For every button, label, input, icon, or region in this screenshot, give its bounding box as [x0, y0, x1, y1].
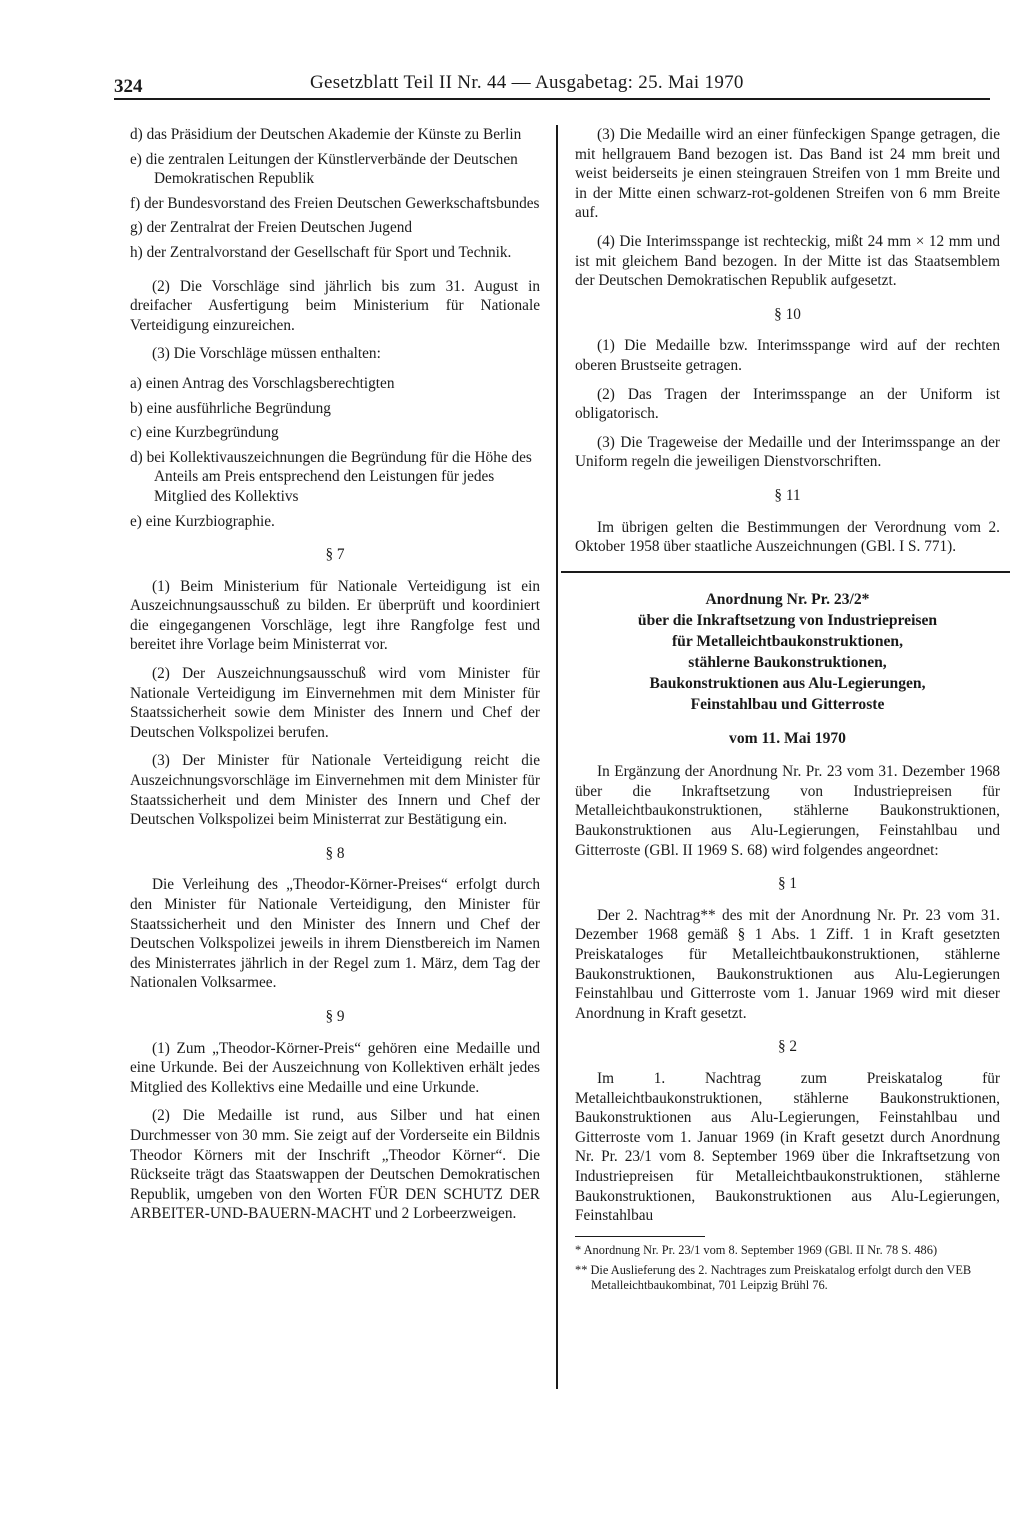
page-title: Gesetzblatt Teil II Nr. 44 — Ausgabetag: 25. Mai 1970	[310, 72, 744, 93]
list-item: f) der Bundesvorstand des Freien Deutschen Gewerkschaftsbundes	[130, 194, 540, 212]
list-item: d) bei Kollektivauszeichnungen die Begründung für die Höhe des Anteils am Preis entsprechend den Leistungen für jedes Mitglied des Kollektivs	[130, 448, 532, 505]
decree-title: Baukonstruktionen aus Alu-Legierungen,	[649, 674, 926, 692]
section-heading: § 8	[325, 844, 345, 862]
paragraph: (2) Die Vorschläge sind jährlich bis zum 31. August in dreifacher Ausfertigung beim Ministerium für Nationale Verteidigung einzureichen.	[130, 277, 540, 334]
paragraph: (2) Die Medaille ist rund, aus Silber und hat einen Durchmesser von 30 mm. Sie zeigt auf der Vorderseite ein Bildnis Theodor Körners mit der Inschrift „Theodor Körner“. Die Rückseite trägt das Staatswappen der Deutschen Demokratischen Republik, umgeben von den Worten FÜR DEN SCHUTZ DER ARBEITER-UND-BAUERN-MACHT und 2 Lorbeerzweigen.	[130, 1107, 540, 1223]
section-heading: § 1	[777, 875, 798, 893]
decree-title: über die Inkraftsetzung von Industriepreisen	[637, 611, 938, 629]
decree-title: Anordnung Nr. Pr. 23/2*	[705, 590, 870, 608]
list-item: e) die zentralen Leitungen der Künstlerverbände der Deutschen Demokratischen Republik	[130, 150, 518, 188]
paragraph: Die Verleihung des „Theodor-Körner-Preises“ erfolgt durch den Minister für Nationale Verteidigung, den Minister für Staatssicherheit und den Minister des Innern und Chef der Deutschen Volkspolizei jeweils in ihrem Dienstbereich im Namen des Ministerrates jährlich in der Regel zum 1. März, dem Tag der Nationalen Volksarmee.	[130, 876, 540, 992]
decree-title: stählerne Baukonstruktionen,	[688, 653, 887, 671]
paragraph: (3) Die Trageweise der Medaille und der Interimsspange an der Uniform regeln die jeweiligen Dienstvorschriften.	[575, 433, 1000, 471]
page-number: 324	[114, 76, 143, 97]
left-column	[130, 125, 540, 1233]
list-item: c) eine Kurzbegründung	[130, 424, 279, 442]
paragraph: (1) Zum „Theodor-Körner-Preis“ gehören eine Medaille und eine Urkunde. Bei der Auszeichnung von Kollektiven erhält jedes Mitglied des Kollektivs eine Medaille und eine Urkunde.	[130, 1039, 540, 1096]
paragraph: (3) Die Medaille wird an einer fünfeckigen Spange getragen, die mit hellgrauem Band bezogen ist. Das Band ist 24 mm breit und weist beiderseits je einen steingrauen Streifen von 1 mm Breite und in der Mitte einen schwarz-rot-goldenen Streifen von 6 mm Breite auf.	[575, 126, 1000, 222]
section-heading: § 11	[774, 486, 801, 504]
decree-date: vom 11. Mai 1970	[729, 729, 846, 747]
section-heading: § 7	[325, 546, 345, 564]
right-column	[575, 125, 1000, 1298]
section-rule	[561, 571, 1010, 573]
page-header	[114, 72, 990, 100]
paragraph: Der 2. Nachtrag** des mit der Anordnung Nr. Pr. 23 vom 31. Dezember 1968 gemäß § 1 Abs. 1 Ziff. 1 in Kraft gesetzten Preiskataloges für Metalleichtbaukonstruktionen, stählerne Baukonstruktionen, Baukonstruktionen aus Alu-Legierungen Feinstahlbau und Gitterroste vom 1. Januar 1969 wird mit dieser Anordnung in Kraft gesetzt.	[575, 906, 1000, 1022]
paragraph: Im übrigen gelten die Bestimmungen der Verordnung vom 2. Oktober 1958 über staatliche Auszeichnungen (GBl. I S. 771).	[575, 518, 1000, 556]
list-item: b) eine ausführliche Begründung	[130, 399, 331, 417]
column-divider	[556, 125, 558, 1389]
list-item: a) einen Antrag des Vorschlagsberechtigten	[130, 374, 395, 392]
paragraph: (2) Das Tragen der Interimsspange an der Uniform ist obligatorisch.	[575, 385, 1000, 423]
footnote: ** Die Auslieferung des 2. Nachtrages zum Preiskatalog erfolgt durch den VEB Metalleichtbaukombinat, 701 Leipzig Brühl 76.	[575, 1262, 972, 1292]
section-heading: § 10	[774, 305, 801, 323]
footnote-rule	[575, 1236, 705, 1237]
decree-title: Feinstahlbau und Gitterroste	[690, 695, 885, 713]
footnote: * Anordnung Nr. Pr. 23/1 vom 8. September 1969 (GBl. II Nr. 78 S. 486)	[575, 1242, 938, 1257]
decree-title: für Metalleichtbaukonstruktionen,	[671, 632, 904, 650]
list-item: h) der Zentralvorstand der Gesellschaft für Sport und Technik.	[130, 243, 512, 261]
list-item: d) das Präsidium der Deutschen Akademie der Künste zu Berlin	[130, 126, 522, 143]
paragraph: (3) Die Vorschläge müssen enthalten:	[152, 345, 381, 363]
section-heading: § 9	[325, 1007, 345, 1025]
list-item: e) eine Kurzbiographie.	[130, 512, 275, 530]
paragraph: In Ergänzung der Anordnung Nr. Pr. 23 vom 31. Dezember 1968 über die Inkraftsetzung von Industriepreisen für Metalleichtbaukonstruktionen, stählerne Baukonstruktionen, Baukonstruktionen aus Alu-Legierungen, Feinstahlbau und Gitterroste (GBl. II 1969 S. 68) wird folgendes angeordnet:	[575, 763, 1000, 859]
paragraph: (1) Beim Ministerium für Nationale Verteidigung ist ein Auszeichnungsausschuß zu bilden. Er überprüft und koordiniert die eingegangenen Vorschläge, legt ihre Rangfolge fest und bereitet ihre Vorlage beim Ministerrat vor.	[130, 577, 540, 654]
paragraph: (3) Der Minister für Nationale Verteidigung reicht die Auszeichnungsvorschläge im Einvernehmen mit dem Minister für Staatssicherheit und dem Minister des Innern und Chef der Deutschen Volkspolizei beim Ministerrat zur Bestätigung ein.	[130, 752, 540, 829]
list-item: g) der Zentralrat der Freien Deutschen Jugend	[130, 219, 413, 237]
section-heading: § 2	[777, 1038, 798, 1056]
paragraph: (4) Die Interimsspange ist rechteckig, mißt 24 mm × 12 mm und ist mit gleichem Band bezogen. In der Mitte ist das Staatsemblem der Deutschen Demokratischen Republik aufgesetzt.	[575, 232, 1000, 290]
paragraph: (2) Der Auszeichnungsausschuß wird vom Minister für Nationale Verteidigung im Einvernehmen mit dem Minister für Staatssicherheit sowie dem Minister des Innern und Chef der Deutschen Volkspolizei berufen.	[130, 665, 540, 741]
paragraph: (1) Die Medaille bzw. Interimsspange wird auf der rechten oberen Brustseite getragen.	[575, 337, 1000, 374]
paragraph: Im 1. Nachtrag zum Preiskatalog für Metalleichtbaukonstruktionen, stählerne Baukonstruktionen, Baukonstruktionen aus Alu-Legierungen, Feinstahlbau und Gitterroste vom 1. Januar 1969 (in Kraft gesetzt durch Anordnung Nr. Pr. 23/1 vom 8. September 1969 über die Inkraftsetzung von Industriepreisen für Metalleichtbaukonstruktionen, stählerne Baukonstruktionen, Baukonstruktionen aus Alu-Legierungen, Feinstahlbau	[575, 1070, 1000, 1225]
